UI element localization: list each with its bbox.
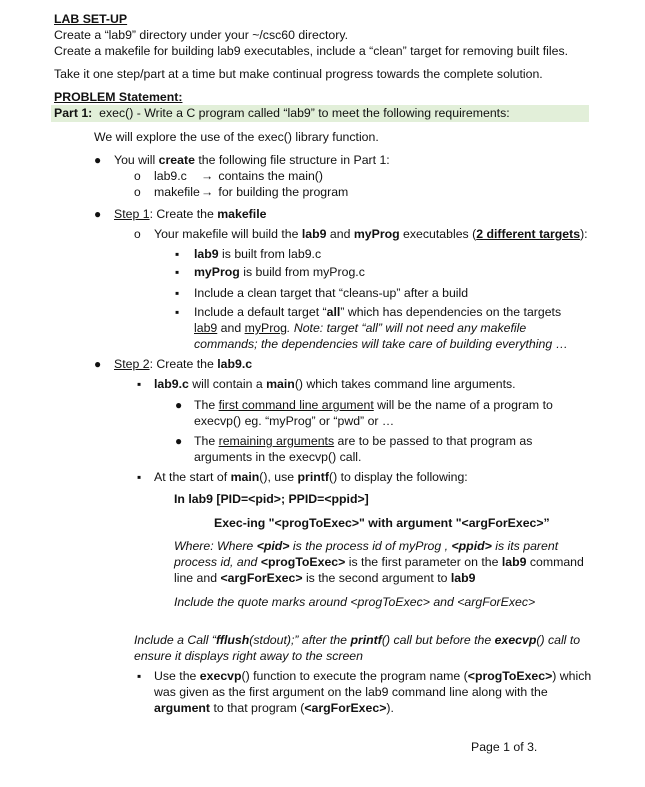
bullet-disc: ● <box>94 207 102 221</box>
intro-line: We will explore the use of the exec() library function. <box>94 130 379 144</box>
step2-detail-1b: execvp() eg. “myProg” or “pwd” or … <box>194 414 395 428</box>
step1-item-all-3: commands; the dependencies will take care of building everything … <box>194 337 568 351</box>
bullet-circle: o <box>134 185 141 199</box>
bullet-square: ▪ <box>175 305 180 319</box>
problem-heading: PROBLEM Statement: <box>54 90 183 104</box>
step2-line: Step 2: Create the lab9.c <box>114 357 253 371</box>
structure-item-makefile: makefile→ for building the program <box>154 185 349 199</box>
bullet-circle: o <box>134 227 141 241</box>
step1-item-lab9: lab9 is built from lab9.c <box>194 247 322 261</box>
execvp-line-2: was given as the first argument on the lab9 command line along with the <box>154 685 548 699</box>
bullet-square: ▪ <box>175 265 180 279</box>
arrow-icon: → <box>201 185 214 199</box>
step1-sub-line: Your makefile will build the lab9 and myProg executables (2 different targets): <box>154 227 588 241</box>
step1-line: Step 1: Create the makefile <box>114 207 267 221</box>
bullet-circle: o <box>134 169 141 183</box>
bullet-disc: ● <box>175 398 183 412</box>
bullet-disc: ● <box>94 153 102 167</box>
bullet-disc: ● <box>94 357 102 371</box>
bullet-square: ▪ <box>137 377 142 391</box>
output-line-1: In lab9 [PID=<pid>; PPID=<ppid>] <box>174 492 369 506</box>
step2-sub-printf: At the start of main(), use printf() to display the following: <box>154 470 468 484</box>
setup-line-3: Take it one step/part at a time but make continual progress towards the complete solution. <box>54 67 543 81</box>
bullet-disc: ● <box>175 434 183 448</box>
output-line-2: Exec-ing "<progToExec>" with argument "<argForExec>” <box>214 516 550 530</box>
structure-item-lab9c: lab9.c → contains the main() <box>154 169 323 183</box>
step1-item-all-1: Include a default target “all” which has dependencies on the targets <box>194 305 562 319</box>
step2-detail-2a: The remaining arguments are to be passed to that program as <box>194 434 533 448</box>
where-line-3: line and <argForExec> is the second argument to lab9 <box>174 571 476 585</box>
bullet-square: ▪ <box>175 247 180 261</box>
lab-setup-heading: LAB SET-UP <box>54 12 128 26</box>
part1-line: Part 1: exec() - Write a C program called “lab9” to meet the following requirements: <box>54 106 510 120</box>
where-line-2: process id, and <progToExec> is the first parameter on the lab9 command <box>174 555 584 569</box>
step2-sub-main: lab9.c will contain a main() which takes command line arguments. <box>154 377 516 391</box>
setup-line-1: Create a “lab9” directory under your ~/csc60 directory. <box>54 28 349 42</box>
execvp-line-1: Use the execvp() function to execute the program name (<progToExec>) which <box>154 669 592 683</box>
where-line-1: Where: Where <pid> is the process id of myProg , <ppid> is its parent <box>174 539 559 553</box>
fflush-line-1: Include a Call “fflush(stdout);” after the printf() call but before the execvp() call to <box>134 633 581 647</box>
step1-item-all-2: lab9 and myProg. Note: target “all” will not need any makefile <box>194 321 527 335</box>
bullet-square: ▪ <box>175 286 180 300</box>
page-number: Page 1 of 3. <box>471 740 538 754</box>
setup-line-2: Create a makefile for building lab9 executables, include a “clean” target for removing built files. <box>54 44 569 58</box>
step2-detail-1a: The first command line argument will be the name of a program to <box>194 398 553 412</box>
arrow-icon: → <box>201 169 214 183</box>
fflush-line-2: ensure it displays right away to the screen <box>134 649 363 663</box>
quote-note: Include the quote marks around <progToExec> and <argForExec> <box>174 595 536 609</box>
bullet-square: ▪ <box>137 470 142 484</box>
structure-line: You will create the following file structure in Part 1: <box>114 153 390 167</box>
step1-item-myprog: myProg is build from myProg.c <box>194 265 365 279</box>
bullet-square: ▪ <box>137 669 142 683</box>
step2-detail-2b: arguments in the execvp() call. <box>194 450 362 464</box>
step1-item-clean: Include a clean target that “cleans-up” after a build <box>194 286 469 300</box>
execvp-line-3: argument to that program (<argForExec>). <box>154 701 394 715</box>
